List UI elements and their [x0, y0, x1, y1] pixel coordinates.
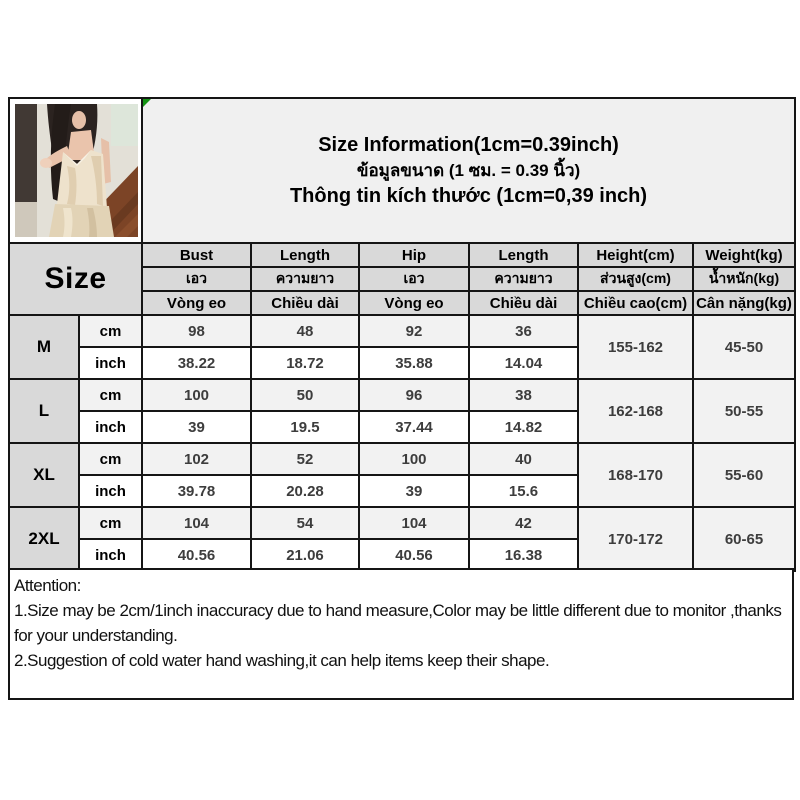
value-cell: 21.06 — [251, 539, 359, 571]
value-cell: 38.22 — [142, 347, 251, 379]
value-cell: 100 — [359, 443, 469, 475]
value-cell: 40 — [469, 443, 578, 475]
value-cell: 18.72 — [251, 347, 359, 379]
height-range-cell: 162-168 — [578, 379, 693, 443]
height-range-cell: 170-172 — [578, 507, 693, 571]
value-cell: 92 — [359, 315, 469, 347]
cell-corner-marker-icon — [143, 99, 151, 107]
value-cell: 98 — [142, 315, 251, 347]
value-cell: 16.38 — [469, 539, 578, 571]
value-cell: 15.6 — [469, 475, 578, 507]
value-cell: 104 — [359, 507, 469, 539]
value-cell: 38 — [469, 379, 578, 411]
attention-heading: Attention: — [14, 576, 81, 595]
header-en-bust: Bust — [142, 243, 251, 267]
title-english: Size Information(1cm=0.39inch) — [318, 134, 619, 156]
header-vi-height: Chiều cao(cm) — [578, 291, 693, 315]
unit-label-cm: cm — [79, 379, 142, 411]
header-en-weight: Weight(kg) — [693, 243, 795, 267]
value-cell: 39 — [359, 475, 469, 507]
size-label-m: M — [9, 315, 79, 379]
header-en-height: Height(cm) — [578, 243, 693, 267]
product-photo-cell — [9, 98, 142, 243]
height-range-cell: 155-162 — [578, 315, 693, 379]
unit-label-cm: cm — [79, 315, 142, 347]
header-vi-weight: Cân nặng(kg) — [693, 291, 795, 315]
value-cell: 42 — [469, 507, 578, 539]
height-range-cell: 168-170 — [578, 443, 693, 507]
header-th-length2: ความยาว — [469, 267, 578, 291]
value-cell: 40.56 — [359, 539, 469, 571]
size-info-title-cell — [142, 98, 795, 243]
attention-note-1: 1.Size may be 2cm/1inch inaccuracy due to hand measure,Color may be little different due to monitor ,thanks for your understanding. — [14, 601, 782, 645]
header-th-length: ความยาว — [251, 267, 359, 291]
weight-range-cell: 60-65 — [693, 507, 795, 571]
size-label-xl: XL — [9, 443, 79, 507]
value-cell: 19.5 — [251, 411, 359, 443]
unit-label-inch: inch — [79, 411, 142, 443]
unit-label-cm: cm — [79, 443, 142, 475]
value-cell: 14.82 — [469, 411, 578, 443]
value-cell: 37.44 — [359, 411, 469, 443]
value-cell: 36 — [469, 315, 578, 347]
header-th-weight: น้ำหนัก(kg) — [693, 267, 795, 291]
header-en-length: Length — [251, 243, 359, 267]
size-label-l: L — [9, 379, 79, 443]
size-label-2xl: 2XL — [9, 507, 79, 571]
title-vietnamese: Thông tin kích thước (1cm=0,39 inch) — [289, 185, 648, 207]
value-cell: 102 — [142, 443, 251, 475]
header-en-length2: Length — [469, 243, 578, 267]
value-cell: 39.78 — [142, 475, 251, 507]
header-en-hip: Hip — [359, 243, 469, 267]
weight-range-cell: 55-60 — [693, 443, 795, 507]
unit-label-inch: inch — [79, 539, 142, 571]
value-cell: 96 — [359, 379, 469, 411]
value-cell: 40.56 — [142, 539, 251, 571]
unit-label-cm: cm — [79, 507, 142, 539]
unit-label-inch: inch — [79, 475, 142, 507]
title-thai: ข้อมูลขนาด (1 ซม. = 0.39 นิ้ว) — [356, 161, 581, 180]
header-vi-length: Chiều dài — [251, 291, 359, 315]
value-cell: 14.04 — [469, 347, 578, 379]
weight-range-cell: 50-55 — [693, 379, 795, 443]
product-photo — [15, 104, 138, 237]
header-th-hip: เอว — [359, 267, 469, 291]
attention-note-2: 2.Suggestion of cold water hand washing,it can help items keep their shape. — [14, 651, 550, 670]
unit-label-inch: inch — [79, 347, 142, 379]
weight-range-cell: 45-50 — [693, 315, 795, 379]
value-cell: 100 — [142, 379, 251, 411]
value-cell: 35.88 — [359, 347, 469, 379]
attention-notes — [8, 568, 794, 700]
value-cell: 39 — [142, 411, 251, 443]
size-corner-label: Size — [9, 243, 142, 315]
value-cell: 52 — [251, 443, 359, 475]
value-cell: 104 — [142, 507, 251, 539]
header-th-height: ส่วนสูง(cm) — [578, 267, 693, 291]
header-th-bust: เอว — [142, 267, 251, 291]
header-vi-bust: Vòng eo — [142, 291, 251, 315]
header-vi-length2: Chiều dài — [469, 291, 578, 315]
value-cell: 50 — [251, 379, 359, 411]
value-cell: 54 — [251, 507, 359, 539]
size-chart-table — [8, 97, 796, 572]
value-cell: 48 — [251, 315, 359, 347]
header-vi-hip: Vòng eo — [359, 291, 469, 315]
value-cell: 20.28 — [251, 475, 359, 507]
